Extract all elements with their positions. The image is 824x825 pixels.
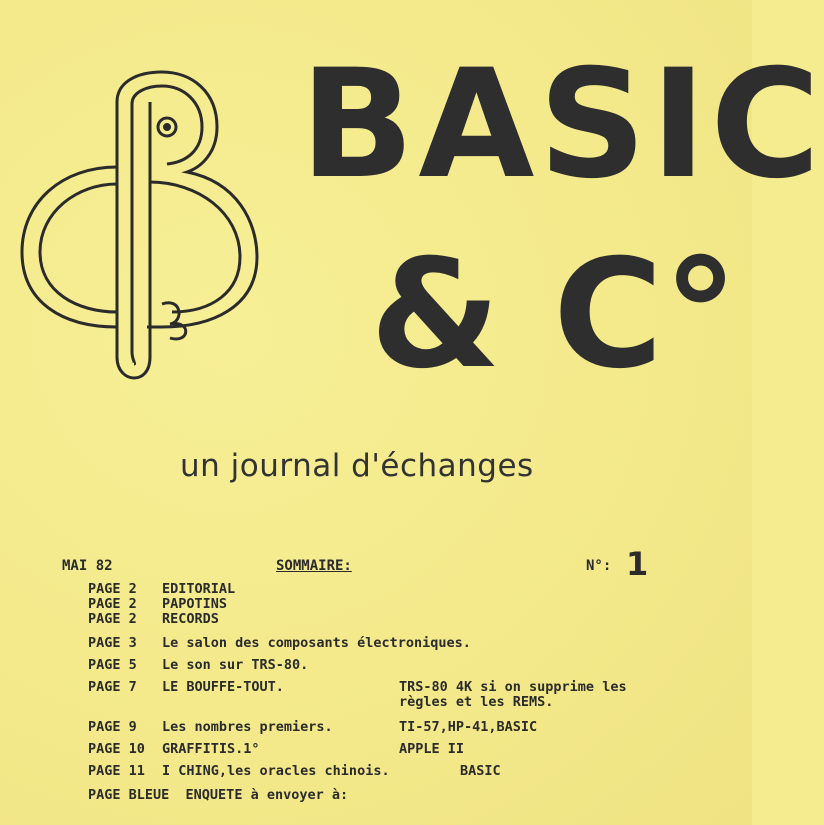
toc-page: PAGE 9 bbox=[88, 719, 137, 735]
issue-date: MAI 82 bbox=[62, 558, 113, 574]
toc-title: PAPOTINS bbox=[162, 596, 228, 612]
contents-heading: SOMMAIRE: bbox=[276, 558, 352, 574]
toc-row bbox=[88, 597, 738, 612]
issue-number-label: N°: bbox=[586, 558, 612, 574]
toc-row bbox=[88, 658, 738, 680]
toc-title: EDITORIAL bbox=[162, 581, 236, 597]
toc-row bbox=[88, 612, 738, 634]
toc-page: PAGE 7 bbox=[88, 679, 137, 695]
toc-note: TRS-80 4K si on supprime les règles et les REMS. bbox=[399, 679, 627, 710]
toc-page: PAGE 3 bbox=[88, 635, 137, 651]
toc-page: PAGE 2 bbox=[88, 611, 137, 627]
toc-row bbox=[88, 764, 738, 788]
journal-subtitle: un journal d'échanges bbox=[180, 448, 534, 484]
toc-row bbox=[88, 720, 738, 742]
toc-title: GRAFFITIS.1° bbox=[162, 741, 260, 757]
toc-title: Le son sur TRS-80. bbox=[162, 657, 309, 673]
basic-co-logo-icon bbox=[22, 72, 262, 382]
toc-page: PAGE 11 bbox=[88, 763, 145, 779]
table-of-contents bbox=[88, 582, 738, 810]
toc-row bbox=[88, 582, 738, 597]
issue-number: 1 bbox=[626, 545, 649, 583]
toc-title: Les nombres premiers. bbox=[162, 719, 333, 735]
toc-page: PAGE BLEUE bbox=[88, 787, 170, 803]
toc-note: BASIC bbox=[460, 763, 501, 779]
toc-title: ENQUETE à envoyer à: bbox=[185, 787, 349, 803]
toc-page: PAGE 10 bbox=[88, 741, 145, 757]
toc-title: RECORDS bbox=[162, 611, 219, 627]
toc-page: PAGE 5 bbox=[88, 657, 137, 673]
toc-note: APPLE II bbox=[399, 741, 465, 757]
toc-row bbox=[88, 636, 738, 658]
toc-title: Le salon des composants électroniques. bbox=[162, 635, 471, 651]
toc-page: PAGE 2 bbox=[88, 596, 137, 612]
toc-title: I CHING,les oracles chinois. bbox=[162, 763, 390, 779]
toc-row bbox=[88, 788, 738, 810]
toc-row bbox=[88, 680, 738, 720]
toc-row bbox=[88, 742, 738, 764]
journal-title-basic: BASIC bbox=[300, 38, 824, 212]
toc-title: LE BOUFFE-TOUT. bbox=[162, 679, 284, 695]
toc-page: PAGE 2 bbox=[88, 581, 137, 597]
toc-note: TI-57,HP-41,BASIC bbox=[399, 719, 538, 735]
journal-title-co: & C° bbox=[370, 228, 739, 402]
